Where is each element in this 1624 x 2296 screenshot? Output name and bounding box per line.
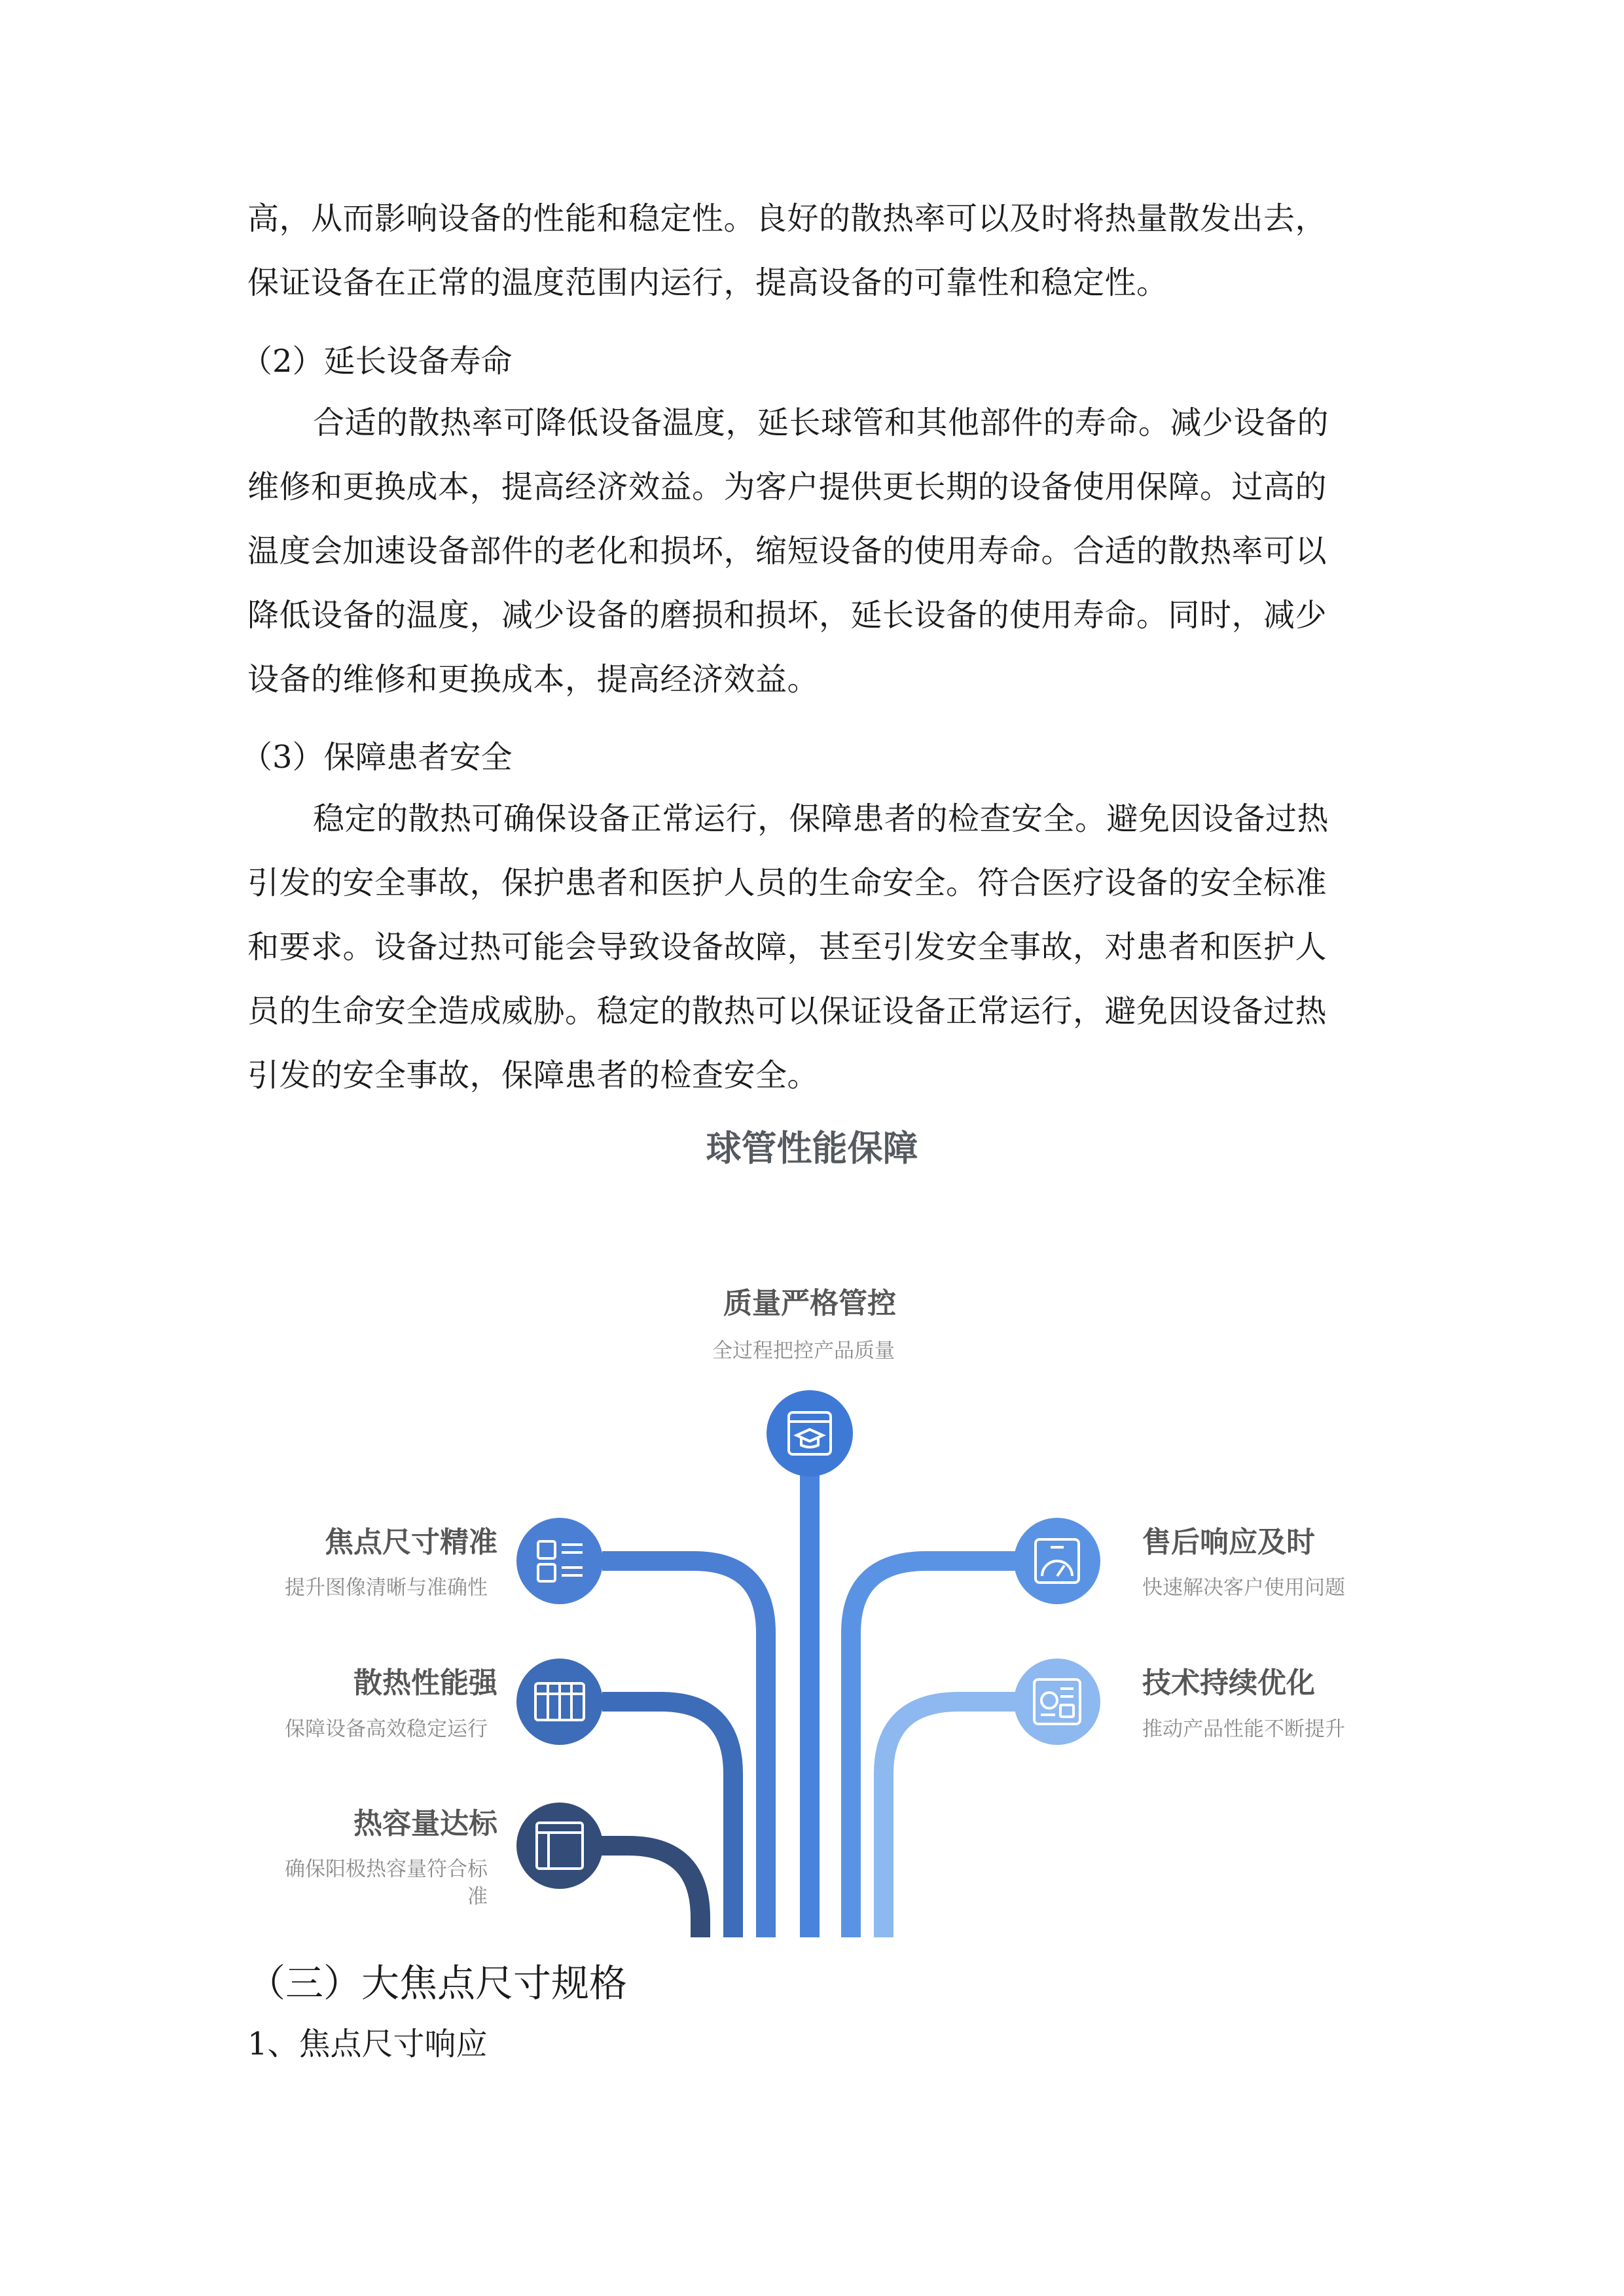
performance-diagram	[0, 1113, 1624, 1937]
paragraph-top	[247, 187, 1390, 315]
paragraph-section-3	[247, 787, 1390, 1107]
node-title-right1: 售后响应及时	[1142, 1526, 1315, 1559]
connector-right2	[884, 1702, 1021, 1937]
section-heading-3: （3）保障患者安全	[241, 739, 513, 776]
node-desc-right1: 快速解决客户使用问题	[1142, 1576, 1345, 1600]
diagram-title: 球管性能保障	[706, 1128, 918, 1169]
paragraph-line: 保证设备在正常的温度范围内运行，提高设备的可靠性和稳定性。	[247, 264, 1168, 301]
node-desc-left2: 保障设备高效稳定运行	[285, 1717, 488, 1741]
paragraph-line: 设备的维修和更换成本，提高经济效益。	[247, 661, 820, 698]
node-title-right2: 技术持续优化	[1142, 1666, 1315, 1700]
paragraph-line: 高，从而影响设备的性能和稳定性。良好的散热率可以及时将热量散发出去，	[247, 200, 1327, 237]
paragraph-line: 员的生命安全造成威胁。稳定的散热可以保证设备正常运行，避免因设备过热	[247, 993, 1327, 1030]
section-heading-2: （2）延长设备寿命	[241, 343, 513, 380]
node-circle-top	[767, 1390, 853, 1477]
paragraph-line: 引发的安全事故，保护患者和医护人员的生命安全。符合医疗设备的安全标准	[247, 865, 1327, 901]
paragraph-line: 温度会加速设备部件的老化和损坏，缩短设备的使用寿命。合适的散热率可以	[247, 533, 1327, 569]
node-desc-left3: 确保阳极热容量符合标准	[285, 1857, 488, 1909]
node-title-left3: 热容量达标	[353, 1807, 497, 1840]
node-title-left2: 散热性能强	[353, 1666, 497, 1700]
node-circle-left1	[516, 1518, 603, 1604]
node-desc-top: 全过程把控产品质量	[712, 1339, 895, 1363]
node-title-top: 质量严格管控	[723, 1287, 896, 1320]
node-title-left1: 焦点尺寸精准	[325, 1526, 497, 1559]
section-heading-big-focus: （三）大焦点尺寸规格	[247, 1961, 628, 2005]
paragraph-line: 引发的安全事故，保障患者的检查安全。	[247, 1057, 820, 1094]
paragraph-line: 稳定的散热可确保设备正常运行，保障患者的检查安全。避免因设备过热	[313, 800, 1329, 837]
paragraph-section-2	[247, 391, 1390, 711]
paragraph-line: 维修和更换成本，提高经济效益。为客户提供更长期的设备使用保障。过高的	[247, 469, 1327, 505]
connector-left2	[602, 1702, 733, 1937]
item-heading-1: 1、焦点尺寸响应	[247, 2026, 488, 2062]
node-desc-left1: 提升图像清晰与准确性	[285, 1576, 488, 1600]
node-desc-right2: 推动产品性能不断提升	[1142, 1717, 1345, 1741]
node-circle-left3	[516, 1803, 603, 1889]
paragraph-line: 降低设备的温度，减少设备的磨损和损坏，延长设备的使用寿命。同时，减少	[247, 597, 1327, 634]
paragraph-line: 合适的散热率可降低设备温度，延长球管和其他部件的寿命。减少设备的	[313, 404, 1329, 441]
paragraph-line: 和要求。设备过热可能会导致设备故障，甚至引发安全事故，对患者和医护人	[247, 929, 1327, 965]
